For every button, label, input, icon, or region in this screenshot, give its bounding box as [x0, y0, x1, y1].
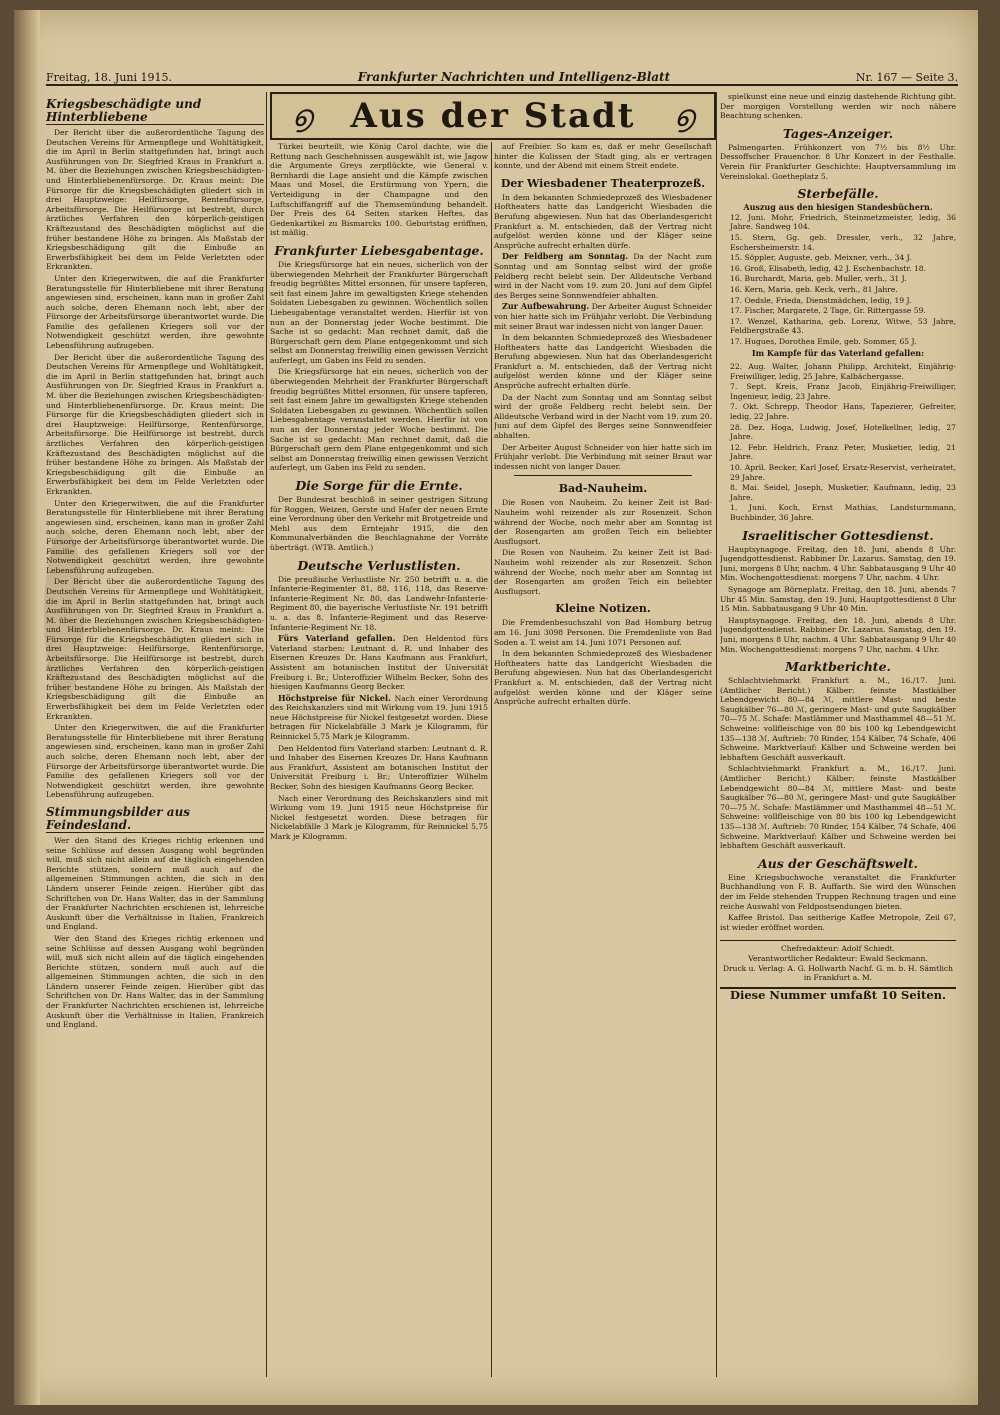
- list-item: 1. Juni. Koch, Ernst Mathias, Landsturmmann, Buchbinder, 36 Jahre.: [730, 503, 956, 522]
- list-item: 7. Sept. Kreis, Franz Jacob, Einjährig-Freiwilliger, Ingenieur, ledig, 23 Jahre.: [730, 382, 956, 401]
- article-paragraph: Da der Nacht zum Sonntag und am Sonntag selbst wird der große Feldberg recht belebt sein. Der Alldeutsche Verband wird in der Nacht vom 19. zum 20. Juni auf dem Gipfel des Berges seine Sonnwendfeier abhalten.: [494, 392, 712, 441]
- article-paragraph: Die Kriegsfürsorge hat ein neues, sicherlich von der überwiegenden Mehrheit der Frankfurter Bürgerschaft freudig begrüßtes Mittel ersonnen, für unsere tapferen, seit fast einem Jahre im gewaltigsten Kriege stehenden Soldaten Liebesgaben zu gewinnen. Wöchentlich sollen Liebesgabentage veranstaltet werden. Hierfür ist von nun an der Donnerstag jeder Woche bestimmt. Die Sache ist so gedacht: Man rechnet damit, daß die Bürgerschaft gern dem Plane entgegenkommt und sich selbst am Donnerstag freiwillig einen gewissen Verzicht auferlegt, um Gaben ins Feld zu senden.: [270, 367, 488, 473]
- list-item: 15. Stern, Gg. geb. Dressler, verh., 32 Jahre, Eschersheimerstr. 14.: [730, 232, 956, 252]
- article-paragraph: Palmengarten. Frühkonzert von 7½ bis 8½ Uhr. Dessoffscher Frauenchor. 8 Uhr Konzert in der Festhalle. Verein für Frankfurter Geschichte: Hauptversammlung im Vereinslokal. Goetheplatz 5.: [720, 142, 956, 181]
- article-paragraph: In dem bekannten Schmiedeprozeß des Wiesbadener Hoftheaters hatte das Landgericht Wiesbaden die Berufung abgewiesen. Nun hat das Oberlandesgericht Frankfurt a. M. entschieden, daß der Vertrag nicht aufgelöst werden könne und der Kläger seine Ansprüche aufrecht erhalten dürfe.: [494, 649, 712, 707]
- imprint: [720, 940, 956, 982]
- article-paragraph: Die Rosen von Nauheim. Zu keiner Zeit ist Bad-Nauheim wohl reizender als zur Rosenzeit. Schon während der Woche, noch mehr aber am Sonntag ist der Rosengarten am großen Teich ein beliebter Ausflugsort.: [494, 498, 712, 546]
- article-paragraph: Hauptsynagoge. Freitag, den 18. Juni, abends 8 Uhr. Jugendgottesdienst. Rabbiner Dr. Lazarus. Samstag, den 19. Juni, morgens 8 Uhr, nachm. 4 Uhr. Sabbatausgang 9 Uhr 40 Min. Wochengottesdienst: morgens 7 Uhr, nachm. 4 Uhr.: [720, 544, 956, 583]
- masthead: [46, 62, 958, 86]
- column-2: [270, 142, 488, 1377]
- article-paragraph: Der Arbeiter August Schneider von hier hatte sich im Frühjahr verlobt. Die Verbindung mit seiner Braut war indessen nicht von langer Dauer.: [494, 442, 712, 471]
- list-item: 16. Groß, Elisabeth, ledig, 42 J. Eschenbachstr. 18.: [730, 263, 927, 273]
- article-paragraph: Schlachtviehmarkt Frankfurt a. M., 16./17. Juni. (Amtlicher Bericht.) Kälber: feinste Mastkälber Lebendgewicht 80—84 ℳ, mittlere Mast- und beste Saugkälber 76—80 ℳ, geringere Mast- und gute Saugkälber 70—75 ℳ. Schafe: Mastlämmer und Masthammel 48—51 ℳ. Schweine: vollfleischige von 80 bis 100 kg Lebendgewicht 135—138 ℳ. Auftrieb: 70 Rinder, 154 Kälber, 74 Schafe, 406 Schweine. Marktverlauf: Kälber und Schweine werden bei lebhaftem Geschäft ausverkauft.: [720, 764, 956, 851]
- section-subheadline: Auszug aus den hiesigen Standesbüchern.: [743, 202, 933, 213]
- newspaper-page: [14, 10, 978, 1405]
- item-text: Der Arbeiter August Schneider von hier hatte sich im Frühjahr verlobt. Die Verbindung mit seiner Braut war indessen nicht von langer Dauer.: [494, 302, 712, 331]
- item-headline: Höchstpreise für Nickel.: [278, 692, 391, 703]
- article-paragraph: Hauptsynagoge. Freitag, den 18. Juni, abends 8 Uhr. Jugendgottesdienst. Rabbiner Dr. Lazarus. Samstag, den 19. Juni, morgens 8 Uhr, nachm. 4 Uhr. Sabbatausgang 9 Uhr 40 Min. Wochengottesdienst: morgens 7 Uhr, nachm. 4 Uhr.: [720, 615, 956, 654]
- divider: [514, 475, 692, 476]
- article-headline: Frankfurter Liebesgabentage.: [274, 242, 484, 258]
- list-item: 12. Juni. Mohr, Friedrich, Steinmetzmeister, ledig, 36 Jahre. Sandweg 104.: [730, 212, 956, 232]
- article-paragraph: Der Bericht über die außerordentliche Tagung des Deutschen Vereins für Armenpflege und Wohltätigkeit, die im April in Berlin stattgefunden hat, bringt auch Ausführungen von Dr. Siegfried Kraus in Frankfurt a. M. über die Beziehungen zwischen Kriegsbeschädigten- und Hinterbliebenenfürsorge. Dr. Kraus meint: Die Fürsorge für die Kriegsbeschädigten gliedert sich in drei Hauptzweige: Heilfürsorge, Rentenfürsorge, Arbeitsfürsorge. Die Heilfürsorge ist bestrebt, durch ärztliches Verfahren den körperlich-geistigen Kräftezustand des Beschädigten möglichst auf die früher bestandene Höhe zu bringen. Als Maßstab der Kriegsbeschädigung gilt die Einbuße an Erwerbsfähigkeit bei dem im Felde Verletzten oder Erkrankten.: [46, 577, 264, 721]
- list-item: 12. Febr. Heldrich, Franz Peter, Musketier, ledig, 21 Jahre.: [730, 442, 956, 462]
- article-paragraph: In dem bekannten Schmiedeprozeß des Wiesbadener Hoftheaters hatte das Landgericht Wiesbaden die Berufung abgewiesen. Nun hat das Oberlandesgericht Frankfurt a. M. entschieden, daß der Vertrag nicht aufgelöst werden könne und der Kläger seine Ansprüche aufrecht erhalten dürfe.: [494, 333, 712, 391]
- column-rule: [716, 92, 717, 1377]
- article-paragraph: Unter den Kriegerwitwen, die auf die Frankfurter Beratungsstelle für Hinterbliebene mit ihrer Beratung angewiesen sind, erscheinen, kann man in großer Zahl auch solche, deren Ehemann noch lebt, aber der Fürsorge der Arbeitsfürsorge überantwortet wurde. Die Familie des gefallenen Kriegers soll vor der Notwendigkeit geschützt werden, ihre gewohnte Lebensführung aufzugeben.: [46, 273, 264, 351]
- fallen-list: [720, 362, 956, 523]
- item-text: Da der Nacht zum Sonntag und am Sonntag selbst wird der große Feldberg recht belebt sein. Der Alldeutsche Verband wird in der Nacht vom 19. zum 20. Juni auf dem Gipfel des Berges seine Sonnwendfeier abhalten.: [494, 252, 712, 300]
- list-item: 17. Wenzel, Katharina, geb. Lorenz, Witwe, 53 Jahre, Feldbergstraße 43.: [730, 316, 956, 336]
- imprint-line: Chefredakteur: Adolf Schiedt.: [781, 944, 895, 954]
- column-rule: [491, 142, 492, 1377]
- list-item: 17. Oedsle, Frieda, Dienstmädchen, ledig, 19 J.: [730, 295, 912, 305]
- section-headline: Tages-Anzeiger.: [782, 125, 894, 141]
- item-headline: Der Feldberg am Sonntag.: [502, 251, 629, 262]
- article-headline: Der Wiesbadener Theaterprozeß.: [500, 176, 706, 190]
- article-paragraph: Wer den Stand des Krieges richtig erkennen und seine Schlüsse auf dessen Ausgang wohl begründen will, muß sich nicht allein auf die täglich eingehenden Berichte stützen, sondern muß auch auf die allgemeinen Stimmungen achten, die sich in den Ländern unserer Feinde zeigen. Hierüber gibt das Schriftchen von Dr. Hans Walter, das in der Sammlung der Frankfurter Nachrichten erschienen ist, lehrreiche Auskunft über die Verhältnisse in Italien, Frankreich und England.: [46, 933, 264, 1030]
- article-paragraph: Der Bundesrat beschloß in seiner gestrigen Sitzung für Roggen, Weizen, Gerste und Hafer der neuen Ernte eine Verordnung über den Verkehr mit Brotgetreide und Mehl aus dem Erntejahr 1915, die den Kommunalverbänden die Beschlagnahme der Vorräte überträgt. (WTB. Amtlich.): [270, 495, 488, 552]
- page-count-note: Diese Nummer umfaßt 10 Seiten.: [720, 987, 956, 1001]
- article-headline: Die Sorge für die Ernte.: [295, 478, 463, 493]
- paper-name: Frankfurter Nachrichten und Intelligenz-Blatt: [357, 70, 671, 84]
- article-paragraph: Wer den Stand des Krieges richtig erkennen und seine Schlüsse auf dessen Ausgang wohl begründen will, muß sich nicht allein auf die täglich eingehenden Berichte stützen, sondern muß auch auf die allgemeinen Stimmungen achten, die sich in den Ländern unserer Feinde zeigen. Hierüber gibt das Schriftchen von Dr. Hans Walter, das in der Sammlung der Frankfurter Nachrichten erschienen ist, lehrreiche Auskunft über die Verhältnisse in Italien, Frankreich und England.: [46, 835, 264, 932]
- list-item: 17. Fischer, Margarete, 2 Tage, Gr. Rittergasse 59.: [730, 306, 926, 316]
- article-paragraph: auf Freibier. So kam es, daß er mehr Gesellschaft hinter die Kulissen der Stadt ging, als er vertragen konnte, und der Abend mit einem Streit endete.: [494, 142, 712, 171]
- deaths-list: [720, 213, 956, 347]
- article-paragraph: Die preußische Verlustliste Nr. 250 betrifft u. a. die Infanterie-Regimenter 81, 88, 116, 118, das Reserve-Infanterie-Regiment Nr. 80, das Landwehr-Infanterie-Regiment 80, die bayerische Verlustliste Nr. 191 betrifft u. a. das 8. Infanterie-Regiment und das Reserve-Infanterie-Regiment Nr. 18.: [270, 574, 488, 632]
- article-paragraph: Unter den Kriegerwitwen, die auf die Frankfurter Beratungsstelle für Hinterbliebene mit ihrer Beratung angewiesen sind, erscheinen, kann man in großer Zahl auch solche, deren Ehemann noch lebt, aber der Fürsorge der Arbeitsfürsorge überantwortet wurde. Die Familie des gefallenen Kriegers soll vor der Notwendigkeit geschützt werden, ihre gewohnte Lebensführung aufzugeben.: [46, 498, 264, 575]
- article-paragraph: Kaffee Bristol. Das seitherige Kaffee Metropole, Zeil 67, ist wieder eröffnet worden.: [720, 913, 956, 932]
- column-1: [46, 92, 264, 1377]
- article-headline: Deutsche Verlustlisten.: [297, 557, 461, 573]
- section-title: Aus der Stadt: [350, 96, 636, 136]
- list-item: 22. Aug. Walter, Johann Philipp, Architekt, Einjährig-Freiwilliger, ledig, 25 Jahre, Kalbächergasse.: [730, 362, 956, 381]
- list-item: 10. April. Becker, Karl Josef, Ersatz-Reservist, verheiratet, 29 Jahre.: [730, 463, 956, 482]
- ornament-right-icon: ൭: [673, 98, 695, 134]
- article-paragraph: Der Bericht über die außerordentliche Tagung des Deutschen Vereins für Armenpflege und Wohltätigkeit, die im April in Berlin stattgefunden hat, bringt auch Ausführungen von Dr. Siegfried Kraus in Frankfurt a. M. über die Beziehungen zwischen Kriegsbeschädigten- und Hinterbliebenenfürsorge. Dr. Kraus meint: Die Fürsorge für die Kriegsbeschädigten gliedert sich in drei Hauptzweige: Heilfürsorge, Rentenfürsorge, Arbeitsfürsorge. Die Heilfürsorge ist bestrebt, durch ärztliches Verfahren den körperlich-geistigen Kräftezustand des Beschädigten möglichst auf die früher bestandene Höhe zu bringen. Als Maßstab der Kriegsbeschädigung gilt die Einbuße an Erwerbsfähigkeit bei dem im Felde Verletzten oder Erkrankten.: [46, 352, 264, 496]
- article-headline: Kriegsbeschädigte und Hinterbliebene: [46, 98, 264, 125]
- article-paragraph: Türkei beurteilt, wie König Carol dachte, wie die Rettung nach Geschehnissen ausgewählt ist, wie Jagow die Argumente Greys zerpflückte, wie General v. Bernhardi die Lage ansieht und die Kämpfe zwischen Maas und Mosel, die Erstürmung von Ypern, die Verteidigung in der Champagne und den Luftschiffangriff auf die Themsemündung behandelt. Der Preis des 64 Seiten starken Heftes, das Gedenkartikel zu Bismarcks 100. Geburtstag eröffnen, ist mäßig.: [270, 142, 488, 238]
- section-banner: [270, 92, 716, 140]
- article-paragraph: Der Bericht über die außerordentliche Tagung des Deutschen Vereins für Armenpflege und Wohltätigkeit, die im April in Berlin stattgefunden hat, bringt auch Ausführungen von Dr. Siegfried Kraus in Frankfurt a. M. über die Beziehungen zwischen Kriegsbeschädigten- und Hinterbliebenenfürsorge. Dr. Kraus meint: Die Fürsorge für die Kriegsbeschädigten gliedert sich in drei Hauptzweige: Heilfürsorge, Rentenfürsorge, Arbeitsfürsorge. Die Heilfürsorge ist bestrebt, durch ärztliches Verfahren den körperlich-geistigen Kräftezustand des Beschädigten möglichst auf die früher bestandene Höhe zu bringen. Als Maßstab der Kriegsbeschädigung gilt die Einbuße an Erwerbsfähigkeit bei dem im Felde Verletzten oder Erkrankten.: [46, 128, 264, 272]
- item-headline: Zur Aufbewahrung.: [502, 301, 590, 312]
- article-paragraph: Nach einer Verordnung des Reichskanzlers sind mit Wirkung vom 19. Juni 1915 neue Höchstpreise für Nickel festgesetzt worden. Diese betragen für Nickelabfälle 3 Mark je Kilogramm, für Reinnickel 5,75 Mark je Kilogramm.: [270, 793, 488, 841]
- article-headline: Bad-Nauheim.: [558, 482, 648, 496]
- article-paragraph: Die Rosen von Nauheim. Zu keiner Zeit ist Bad-Nauheim wohl reizender als zur Rosenzeit. Schon während der Woche, noch mehr aber am Sonntag ist der Rosengarten am großen Teich ein beliebter Ausflugsort.: [494, 548, 712, 596]
- article-paragraph: Die Fremdenbesuchszahl von Bad Homburg betrug am 16. Juni 3098 Personen. Die Fremdenliste von Bad Soden a. T. weist am 14. Juni 1071 Personen auf.: [494, 618, 712, 647]
- column-4: [720, 92, 956, 1377]
- section-headline: Marktberichte.: [785, 659, 891, 675]
- article-paragraph: In dem bekannten Schmiedeprozeß des Wiesbadener Hoftheaters hatte das Landgericht Wiesbaden die Berufung abgewiesen. Nun hat das Oberlandesgericht Frankfurt a. M. entschieden, daß der Vertrag nicht aufgelöst werden könne und der Kläger seine Ansprüche aufrecht erhalten dürfe.: [494, 192, 712, 250]
- ornament-left-icon: ൭: [291, 98, 313, 134]
- article-paragraph: Synagoge am Börneplatz. Freitag, den 18. Juni, abends 7 Uhr 45 Min. Samstag, den 19. Juni, Hauptgottesdienst 8 Uhr 15 Min. Sabbatausgang 9 Uhr 40 Min.: [720, 584, 956, 614]
- list-item: 28. Dez. Hoga, Ludwig, Josef, Hotelkellner, ledig, 27 Jahre.: [730, 422, 956, 442]
- item-headline: Fürs Vaterland gefallen.: [278, 633, 396, 644]
- issue-date: Freitag, 18. Juni 1915.: [46, 71, 173, 84]
- article-paragraph: spielkunst eine neue und einzig dastehende Richtung gibt. Der morgigen Vorstellung werden wir noch nähere Beachtung schenken.: [720, 92, 956, 121]
- list-item: 15. Söppler, Auguste, geb. Meixner, verh., 34 J.: [730, 253, 912, 263]
- section-headline: Sterbefälle.: [797, 186, 879, 202]
- item-text: Nach einer Verordnung des Reichskanzlers sind mit Wirkung vom 19. Juni 1915 neue Höchstpreise für Nickel festgesetzt worden. Diese betragen für Nickelabfälle 3 Mark je Kilogramm, für Reinnickel 5,75 Mark je Kilogramm.: [270, 693, 488, 742]
- article-paragraph: Eine Kriegsbuchwoche veranstaltet die Frankfurter Buchhandlung von F. B. Auffarth. Sie wird den Wünschen der im Felde stehenden Truppen Rechnung tragen und eine reiche Auswahl von Feldpostsendungen bieten.: [720, 872, 956, 911]
- article-paragraph: Die Kriegsfürsorge hat ein neues, sicherlich von der überwiegenden Mehrheit der Frankfurter Bürgerschaft freudig begrüßtes Mittel ersonnen, für unsere tapferen, seit fast einem Jahre im gewaltigsten Kriege stehenden Soldaten Liebesgaben zu gewinnen. Wöchentlich sollen Liebesgabentage veranstaltet werden. Hierfür ist von nun an der Donnerstag jeder Woche bestimmt. Die Sache ist so gedacht: Man rechnet damit, daß die Bürgerschaft gern dem Plane entgegenkommt und sich selbst am Donnerstag freiwillig einen gewissen Verzicht auferlegt, um Gaben ins Feld zu senden.: [270, 259, 488, 365]
- page-gutter: [14, 10, 40, 1405]
- column-3: [494, 142, 712, 1377]
- list-item: 8. Mai. Seidel, Joseph, Musketier, Kaufmann, ledig, 23 Jahre.: [730, 483, 956, 502]
- issue-number: Nr. 167 — Seite 3.: [855, 71, 958, 84]
- section-headline: Israelitischer Gottesdienst.: [742, 527, 934, 543]
- section-subheadline: Im Kampfe für das Vaterland gefallen:: [751, 348, 925, 359]
- imprint-line: Verantwortlicher Redakteur: Ewald Seckmann.: [748, 953, 928, 963]
- list-item: 16. Burchardt, Maria, geb. Muller, verh., 31 J.: [730, 274, 907, 284]
- imprint-line: Druck u. Verlag: A. G. Hollwarth Nachf. G. m. b. H. Sämtlich in Frankfurt a. M.: [723, 963, 953, 983]
- article-headline: Stimmungsbilder aus Feindesland.: [46, 806, 264, 833]
- item-text: Den Heldentod fürs Vaterland starben: Leutnant d. R. und Inhaber des Eisernen Kreuzes Dr. Hans Kaufmann aus Frankfurt, Assistent am botanischen Institut der Universität Freiburg i. Br.; Unteroffizier Wilhelm Becker, Sohn des hiesigen Kaufmanns Georg Becker.: [270, 634, 488, 692]
- list-item: 17. Hugues, Dorothea Emile, geb. Sommer, 65 J.: [730, 336, 917, 346]
- list-item: 16. Kern, Maria, geb. Keck, verh., 81 Jahre.: [730, 284, 898, 294]
- article-paragraph: Den Heldentod fürs Vaterland starben: Leutnant d. R. und Inhaber des Eisernen Kreuzes Dr. Hans Kaufmann aus Frankfurt, Assistent am botanischen Institut der Universität Freiburg i. Br.; Unteroffizier Wilhelm Becker, Sohn des hiesigen Kaufmanns Georg Becker.: [270, 743, 488, 792]
- column-rule: [266, 92, 267, 1377]
- article-headline: Kleine Notizen.: [555, 602, 651, 616]
- article-paragraph: Schlachtviehmarkt Frankfurt a. M., 16./17. Juni. (Amtlicher Bericht.) Kälber: feinste Mastkälber Lebendgewicht 80—84 ℳ, mittlere Mast- und beste Saugkälber 76—80 ℳ, geringere Mast- und gute Saugkälber 70—75 ℳ. Schafe: Mastlämmer und Masthammel 48—51 ℳ. Schweine: vollfleischige von 80 bis 100 kg Lebendgewicht 135—138 ℳ. Auftrieb: 70 Rinder, 154 Kälber, 74 Schafe, 406 Schweine. Marktverlauf: Kälber und Schweine werden bei lebhaftem Geschäft ausverkauft.: [720, 676, 956, 762]
- section-headline: Aus der Geschäftswelt.: [757, 855, 919, 871]
- list-item: 7. Okt. Schrepp, Theodor Hans, Tapezierer, Gefreiter, ledig, 22 Jahre.: [730, 402, 956, 422]
- article-paragraph: Unter den Kriegerwitwen, die auf die Frankfurter Beratungsstelle für Hinterbliebene mit ihrer Beratung angewiesen sind, erscheinen, kann man in großer Zahl auch solche, deren Ehemann noch lebt, aber der Fürsorge der Arbeitsfürsorge überantwortet wurde. Die Familie des gefallenen Kriegers soll vor der Notwendigkeit geschützt werden, ihre gewohnte Lebensführung aufzugeben.: [46, 723, 264, 800]
